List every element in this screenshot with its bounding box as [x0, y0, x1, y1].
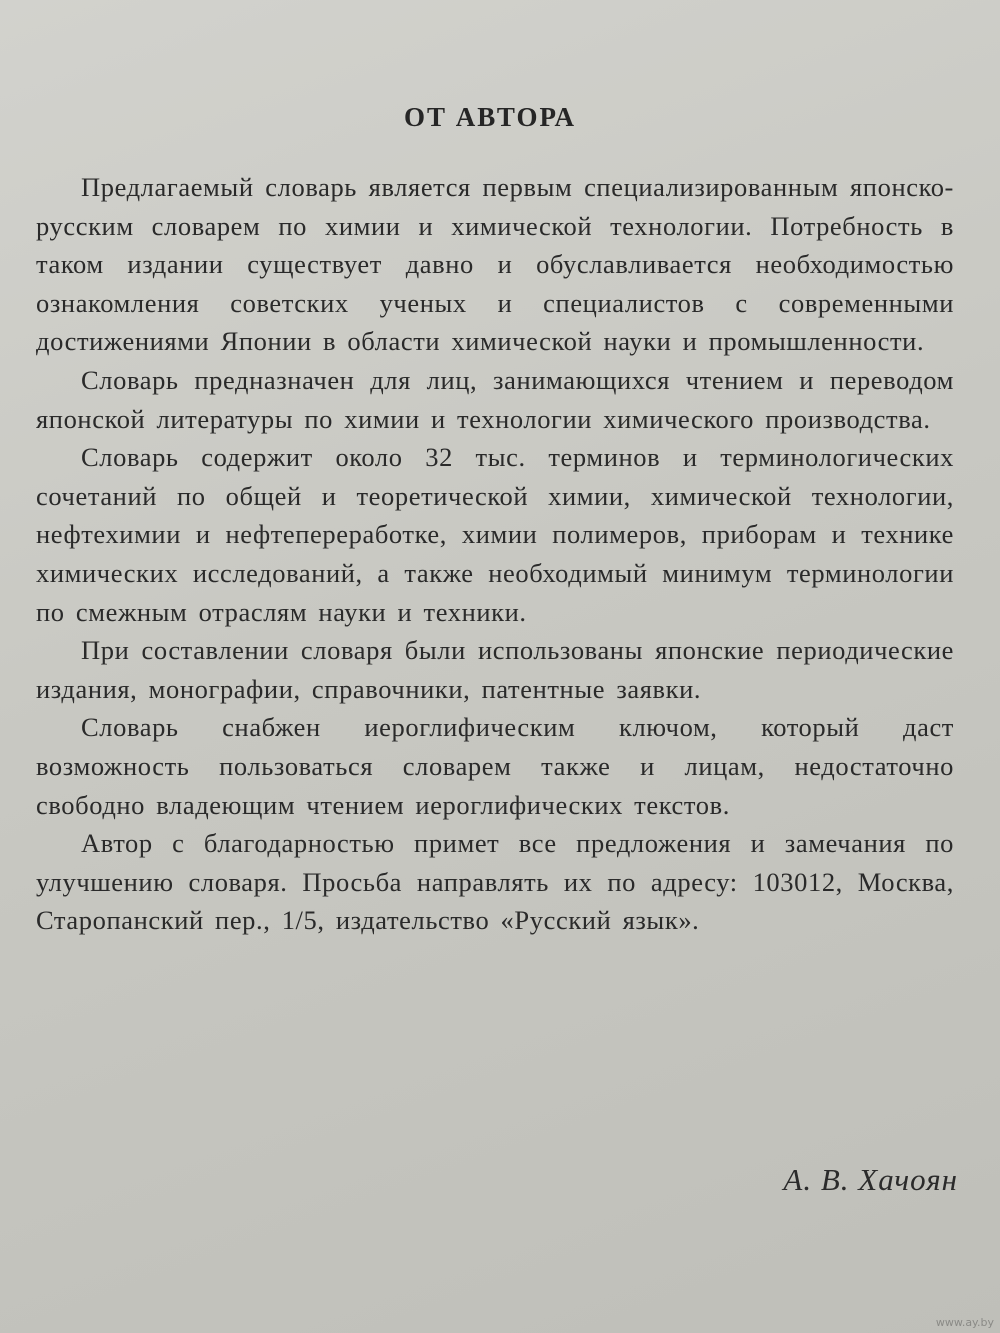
paragraph-5: Словарь снабжен иероглифическим ключом, который даст возможность пользоваться словарем также и лицам, недостаточно свободно владеющим чтением иероглифических текстов. — [36, 712, 954, 820]
page-title: ОТ АВТОРА — [403, 102, 577, 132]
site-watermark: www.ay.by — [935, 1316, 994, 1329]
paragraph-2: Словарь предназначен для лиц, занимающихся чтением и переводом японской литературы по химии и технологии химического производства. — [36, 364, 954, 434]
paragraph-3: Словарь содержит около 32 тыс. терминов и терминологических сочетаний по общей и теоретической химии, химической технологии, нефтехимии и нефтепереработке, химии полимеров, приборам и технике химических исследований, а также необходимый минимум терминологии по смежным отраслям науки и техники. — [36, 442, 954, 627]
paragraph-4: При составлении словаря были использованы японские периодические издания, монографии, справочники, патентные заявки. — [36, 635, 954, 704]
paragraph-6: Автор с благодарностью примет все предложения и замечания по улучшению словаря. Просьба направлять их по адресу: 103012, Москва, Старопанский пер., 1/5, издательство «Русский язык». — [36, 828, 954, 936]
author-signature: А. В. Хачоян — [783, 1162, 958, 1197]
preface-text — [36, 168, 954, 940]
paragraph-1: Предлагаемый словарь является первым специализированным японско-русским словарем по химии и химической технологии. Потребность в таком издании существует давно и обуславливается необходимостью ознакомления советских ученых и специалистов с современными достижениями Японии в области химической науки и промышленности. — [36, 172, 954, 357]
